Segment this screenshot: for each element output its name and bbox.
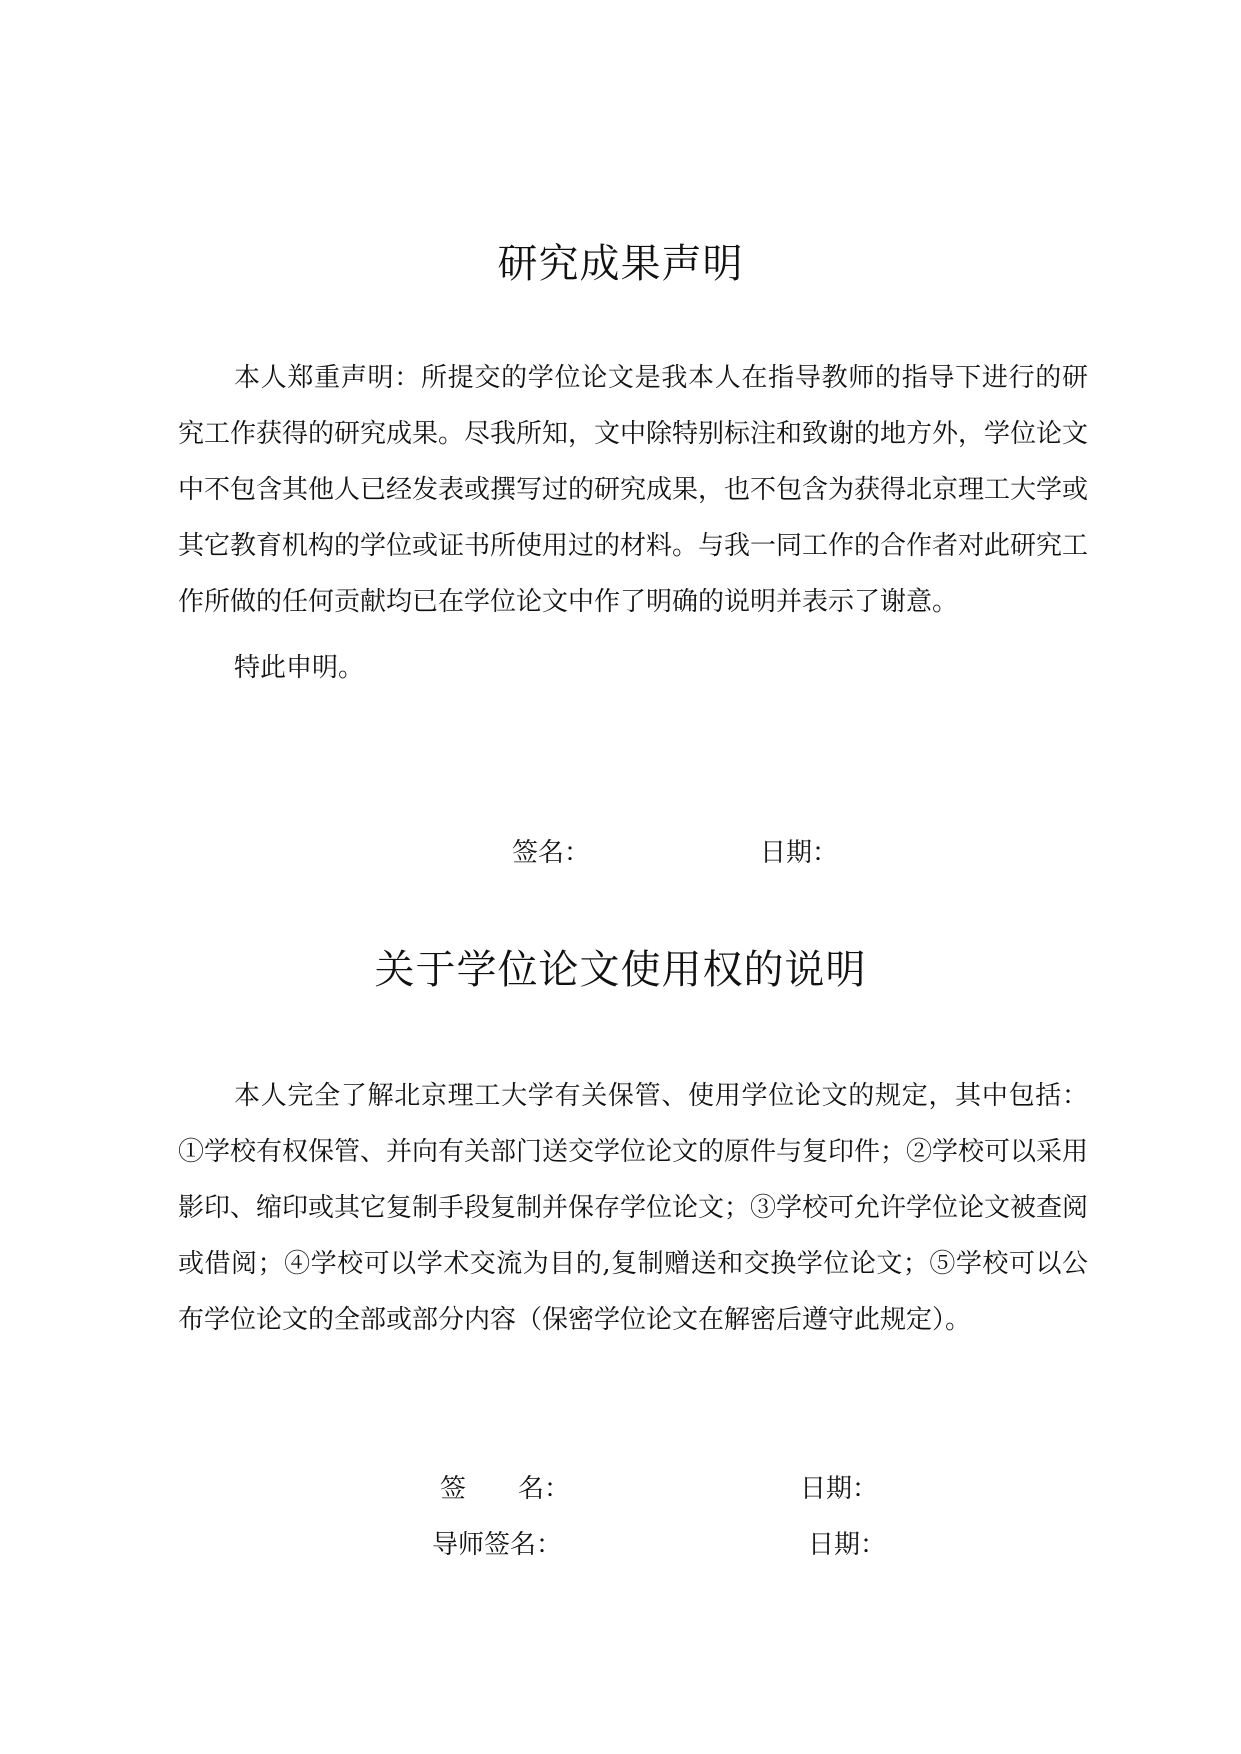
usage-rights-body: 本人完全了解北京理工大学有关保管、使用学位论文的规定，其中包括：①学校有权保管、并向有关部门送交学位论文的原件与复印件；②学校可以采用影印、缩印或其它复制手段复制并保存学位论文；③学校可允许学位论文被查阅或借阅；④学校可以学术交流为目的,复制赠送和交换学位论文；⑤学校可以公布学位论文的全部或部分内容（保密学位论文在解密后遵守此规定）。 [178, 1081, 1089, 1335]
usage-rights-title: 关于学位论文使用权的说明 [374, 947, 867, 993]
author-signature-label: 签 名： [440, 1474, 571, 1504]
advisor-date-label: 日期： [808, 1530, 887, 1560]
declaration-title: 研究成果声明 [497, 241, 744, 287]
declaration-signature-label: 签名： [512, 838, 591, 868]
declaration-closing: 特此申明。 [234, 653, 365, 683]
declaration-date-label: 日期： [760, 838, 839, 868]
author-date-label: 日期： [800, 1474, 879, 1504]
advisor-signature-label: 导师签名： [432, 1530, 563, 1560]
declaration-body: 本人郑重声明：所提交的学位论文是我本人在指导教师的指导下进行的研究工作获得的研究成果。尽我所知，文中除特别标注和致谢的地方外，学位论文中不包含其他人已经发表或撰写过的研究成果，也不包含为获得北京理工大学或其它教育机构的学位或证书所使用过的材料。与我一同工作的合作者对此研究工作所做的任何贡献均已在学位论文中作了明确的说明并表示了谢意。 [178, 363, 1089, 617]
